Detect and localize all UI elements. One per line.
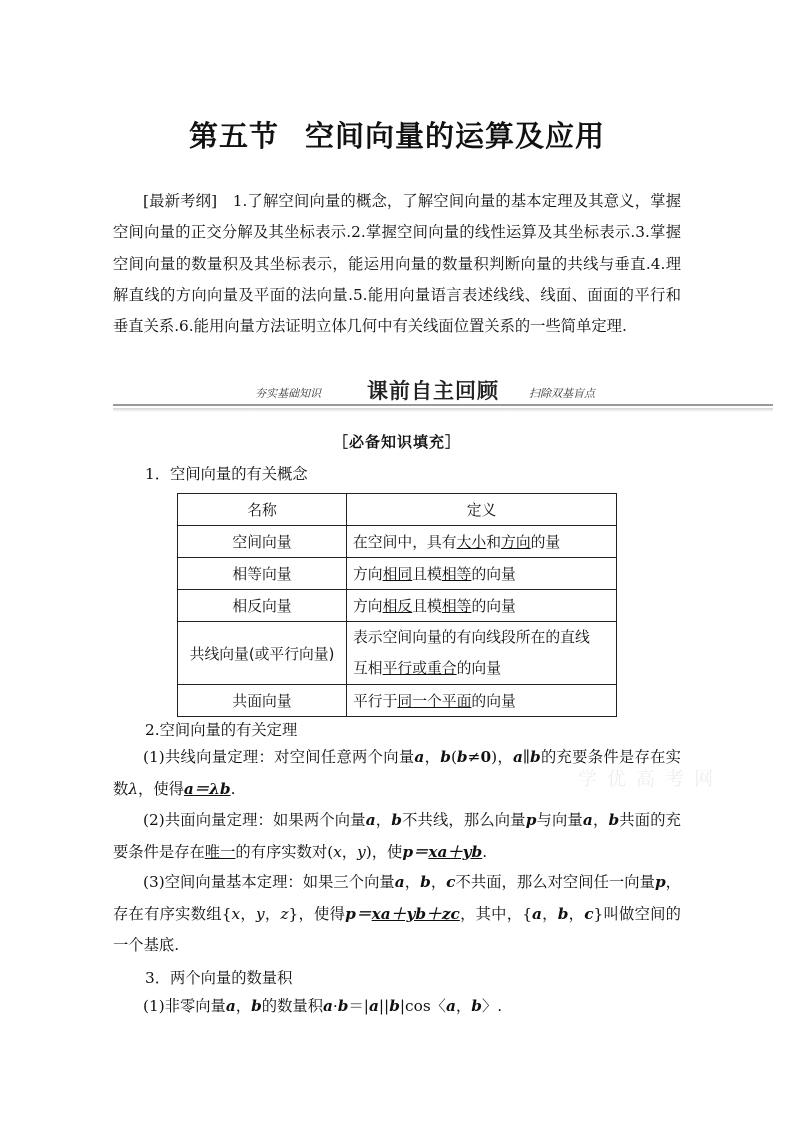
table-row	[178, 685, 617, 717]
dot-product-definition: (1)非零向量a，b的数量积a·b＝|a||b|cos〈a，b〉.	[143, 997, 503, 1015]
blank-answer: a＝λb	[183, 779, 231, 798]
heading-theorems: 2.空间向量的有关定理	[145, 721, 298, 739]
table-cell-name: 相等向量	[178, 558, 347, 590]
watermark-text: 学 优 高 考 网	[578, 768, 716, 790]
table-header-row	[178, 494, 617, 526]
title-text: 空间向量的运算及应用	[305, 119, 606, 153]
banner-title: 课前自主回顾	[367, 379, 499, 403]
blank-answer: xa＋yb＋zc	[371, 904, 460, 923]
table-header-name: 名称	[178, 494, 347, 526]
table-cell-definition: 表示空间向量的有向线段所在的直线 互相平行或重合的向量	[347, 622, 617, 685]
syllabus-tag: [最新考纲]	[143, 192, 218, 210]
table-cell-name: 共线向量(或平行向量)	[178, 622, 347, 685]
table-row	[178, 622, 617, 685]
page-title	[0, 114, 794, 155]
blank-answer: 唯一	[204, 842, 236, 861]
concepts-table	[177, 493, 617, 717]
table-row	[178, 526, 617, 558]
syllabus-outline	[113, 186, 681, 342]
blank-answer: xa＋yb	[428, 842, 483, 861]
basis-theorem: (3)空间向量基本定理：如果三个向量a，b，c不共面，那么对空间任一向量p，存在有序实数组{x，y，z}，使得p＝xa＋yb＋zc，其中，{a，b，c}叫做空间的一个基底.	[113, 873, 681, 954]
blank-answer: 平行或重合	[382, 660, 457, 677]
title-section-number: 第五节	[188, 119, 279, 153]
table-cell-name: 共面向量	[178, 685, 347, 717]
table-cell-name: 相反向量	[178, 590, 347, 622]
coplanar-theorem: (2)共面向量定理：如果两个向量a，b不共线，那么向量p与向量a，b共面的充要条件是存在唯一的有序实数对(x，y)，使p＝xa＋yb.	[113, 811, 681, 861]
blank-answer: 相等	[441, 598, 472, 615]
section-banner	[113, 374, 775, 414]
banner-divider	[113, 404, 773, 406]
heading-dot-product: 3．两个向量的数量积	[145, 969, 293, 987]
banner-shadow	[113, 408, 773, 412]
table-row	[178, 558, 617, 590]
table-cell-name: 空间向量	[178, 526, 347, 558]
blank-answer: 相同	[382, 566, 413, 583]
heading-concepts: 1．空间向量的有关概念	[145, 465, 308, 483]
blank-answer: 方向	[501, 534, 531, 551]
blank-answer: 相反	[382, 598, 413, 615]
table-cell-definition: 在空间中，具有大小和方向的量	[347, 526, 617, 558]
syllabus-text: 1.了解空间向量的概念，了解空间向量的基本定理及其意义，掌握空间向量的正交分解及其坐标表示.2.掌握空间向量的线性运算及其坐标表示.3.掌握空间向量的数量积及其坐标表示，能运用向量的数量积判断向量的共线与垂直.4.理解直线的方向向量及平面的法向量.5.能用向量语言表述线线、线面、面面的平行和垂直关系.6.能用向量方法证明立体几何中有关线面位置关系的一些简单定理.	[113, 192, 681, 336]
table-cell-definition: 平行于同一个平面的向量	[347, 685, 617, 717]
table-cell-definition: 方向相同且模相等的向量	[347, 558, 617, 590]
blank-answer: 相等	[441, 566, 472, 583]
table-cell-definition: 方向相反且模相等的向量	[347, 590, 617, 622]
blank-answer: 大小	[456, 534, 487, 551]
collinear-theorem: (1)共线向量定理：对空间任意两个向量a，b(b≠0)，a∥b的充要条件是存在实数λ，使得a＝λb.	[113, 748, 681, 798]
table-row	[178, 590, 617, 622]
blank-answer: 同一个平面	[397, 693, 472, 710]
banner-left-text: 夯实基础知识	[255, 387, 321, 400]
banner-right-text: 扫除双基盲点	[529, 387, 595, 400]
table-header-definition: 定义	[347, 494, 617, 526]
section-label: ［必备知识填充］	[332, 433, 461, 451]
